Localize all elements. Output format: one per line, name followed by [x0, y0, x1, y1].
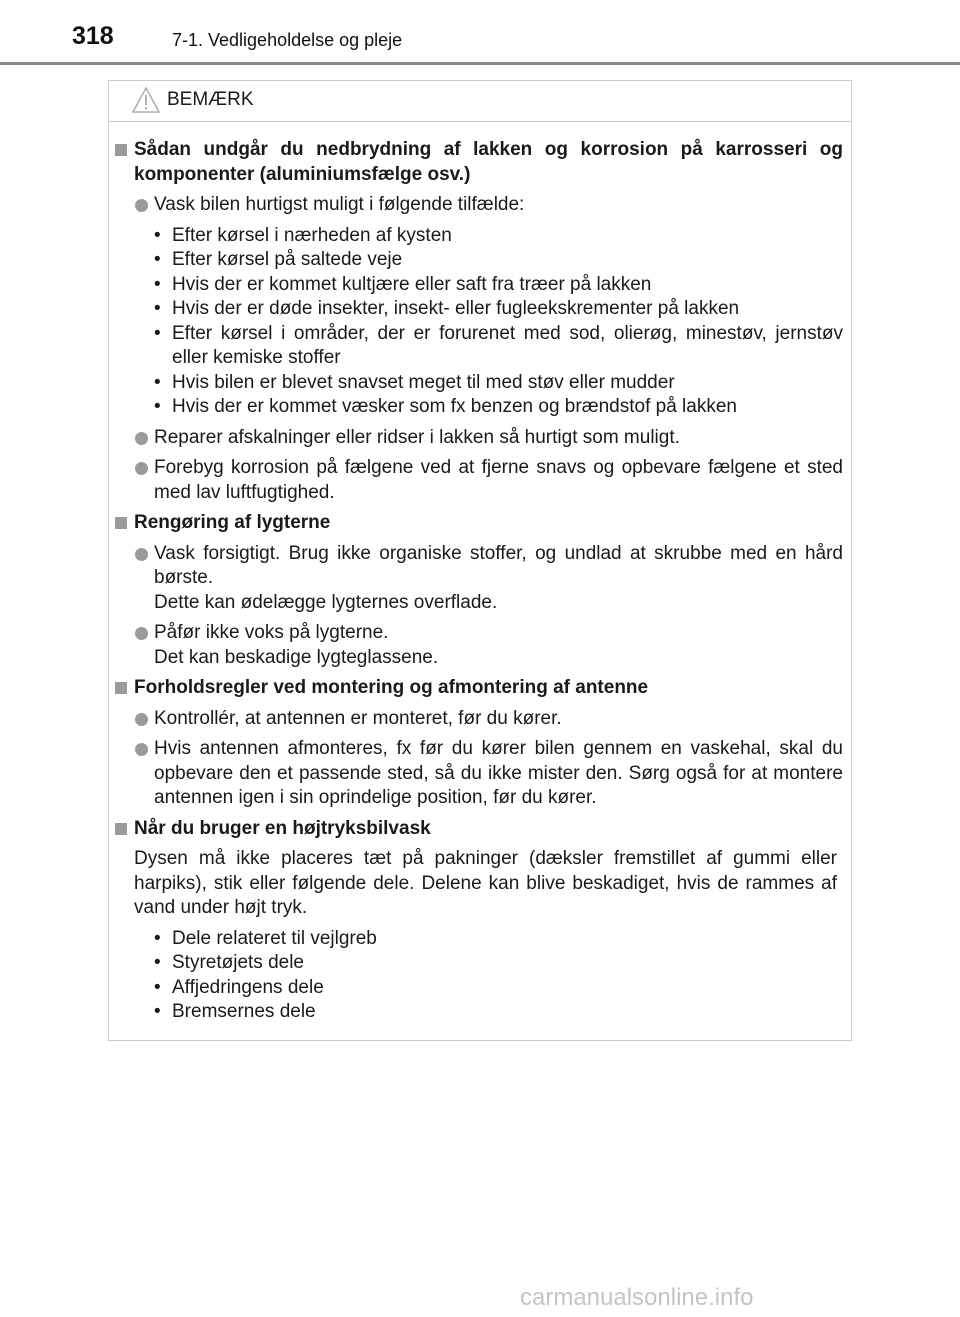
- notice-header: [109, 81, 851, 122]
- bullet-item: • Efter kørsel på saltede veje: [154, 249, 403, 270]
- section-high-pressure-wash: [109, 817, 851, 842]
- bullet-item: • Hvis bilen er blevet snavset meget til med støv eller mudder: [154, 371, 675, 393]
- item-text: Kontrollér, at antennen er monteret, før du kører.: [154, 707, 562, 729]
- bullet-dot-icon: [135, 199, 148, 212]
- bullet-item: • Efter kørsel i områder, der er forurenet med sod, olierøg, minestøv, jernstøv eller kemiske stoffer: [154, 322, 843, 368]
- section-square-icon: [115, 823, 127, 835]
- page-number: 318: [72, 22, 114, 50]
- section-square-icon: [115, 682, 127, 694]
- item-text: Hvis antennen afmonteres, fx før du kører bilen gennem en vaskehal, skal du opbevare den et passende sted, så du ikke mister den. Sørg også for at montere antennen igen i sin oprindelige position, før du kører.: [154, 738, 843, 808]
- warning-triangle-icon: [131, 86, 161, 119]
- section-square-icon: [115, 517, 127, 529]
- section-heading: Sådan undgår du nedbrydning af lakken og korrosion på karrosseri og komponenter (aluminiumsfælge osv.): [134, 139, 843, 185]
- list-item: [109, 737, 851, 811]
- list-item: [109, 193, 851, 218]
- bullet-text: Hvis bilen er blevet snavset meget til med støv eller mudder: [172, 371, 675, 393]
- list-item: [109, 426, 851, 451]
- bullet-item: • Bremsernes dele: [154, 1001, 316, 1022]
- bullet-item: • Hvis der er kommet væsker som fx benzen og brændstof på lakken: [154, 396, 737, 417]
- bullet-item: • Dele relateret til vejlgreb: [154, 927, 377, 949]
- bullet-dot-icon: [135, 713, 148, 726]
- item-text: Reparer afskalninger eller ridser i lakken så hurtigt som muligt.: [154, 426, 680, 448]
- notice-box: [108, 80, 852, 1041]
- list-item: [109, 621, 851, 670]
- notice-title: BEMÆRK: [167, 89, 254, 110]
- bullet-dot-icon: [135, 462, 148, 475]
- bullet-text: Affjedringens dele: [172, 976, 324, 998]
- bullet-text: Efter kørsel i nærheden af kysten: [172, 224, 452, 246]
- item-text-note: Dette kan ødelægge lygternes overflade.: [154, 591, 498, 613]
- bullet-dot-icon: [135, 432, 148, 445]
- section-heading: Når du bruger en højtryksbilvask: [134, 817, 431, 839]
- bullet-item: • Efter kørsel i nærheden af kysten: [154, 224, 452, 246]
- bullet-item: • Styretøjets dele: [154, 952, 304, 973]
- item-text: Vask bilen hurtigst muligt i følgende tilfælde:: [154, 194, 525, 215]
- bullet-text: Hvis der er døde insekter, insekt- eller fugleekskrementer på lakken: [172, 298, 740, 319]
- bullet-dot-icon: [135, 743, 148, 756]
- header-rule: [0, 62, 960, 65]
- bullet-item: • Hvis der er kommet kultjære eller saft fra træer på lakken: [154, 273, 652, 295]
- bullet-dot-icon: [135, 627, 148, 640]
- section-heading: Rengøring af lygterne: [134, 512, 331, 533]
- notice-body: [109, 138, 851, 1025]
- section-antenna: [109, 676, 851, 701]
- section-title: 7-1. Vedligeholdelse og pleje: [172, 30, 403, 50]
- item-text: Påfør ikke voks på lygterne.: [154, 622, 389, 643]
- section-heading: Forholdsregler ved montering og afmontering af antenne: [134, 677, 649, 698]
- bullet-list: [109, 927, 851, 1025]
- bullet-text: Bremsernes dele: [172, 1001, 316, 1022]
- section-headlights: [109, 511, 851, 536]
- bullet-text: Hvis der er kommet væsker som fx benzen og brændstof på lakken: [172, 396, 737, 417]
- item-text-note: Det kan beskadige lygteglassene.: [154, 646, 439, 668]
- bullet-item: • Hvis der er døde insekter, insekt- eller fugleekskrementer på lakken: [154, 298, 740, 319]
- item-text: Vask forsigtigt. Brug ikke organiske stoffer, og undlad at skrubbe med en hård børste.: [154, 542, 843, 588]
- watermark: carmanualsonline.info: [520, 1284, 754, 1311]
- bullet-text: Efter kørsel i områder, der er forurenet med sod, olierøg, minestøv, jernstøv eller kemiske stoffer: [172, 322, 843, 368]
- bullet-list: [109, 224, 851, 420]
- section-square-icon: [115, 144, 127, 156]
- bullet-text: Dele relateret til vejlgreb: [172, 927, 377, 949]
- list-item: [109, 542, 851, 616]
- item-text: Forebyg korrosion på fælgene ved at fjerne snavs og opbevare fælgene et sted med lav luftfugtighed.: [154, 457, 843, 503]
- section-paint-corrosion: [109, 138, 851, 187]
- list-item: [109, 707, 851, 732]
- bullet-text: Hvis der er kommet kultjære eller saft fra træer på lakken: [172, 273, 652, 295]
- bullet-text: Efter kørsel på saltede veje: [172, 249, 403, 270]
- bullet-text: Styretøjets dele: [172, 952, 304, 973]
- bullet-item: • Affjedringens dele: [154, 976, 324, 998]
- list-item: [109, 456, 851, 505]
- section-paragraph: Dysen må ikke placeres tæt på pakninger (dæksler fremstillet af gummi eller harpiks), stik eller følgende dele. Delene kan blive beskadiget, hvis de rammes af vand under højt tryk.: [134, 848, 837, 918]
- bullet-dot-icon: [135, 548, 148, 561]
